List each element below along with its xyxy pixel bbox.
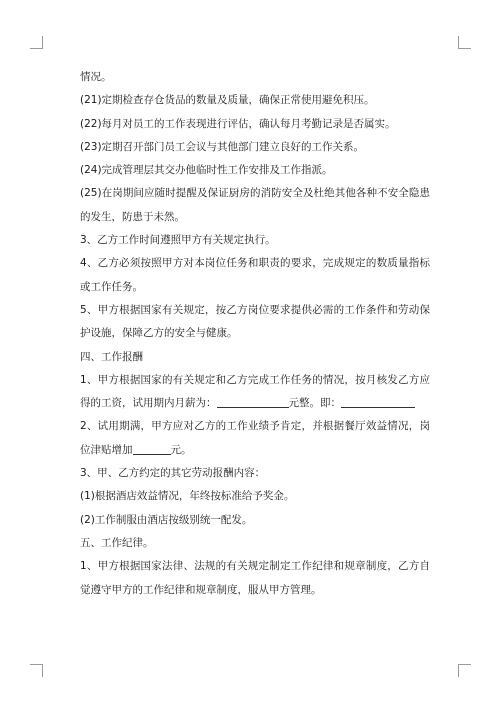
item-22: (22)每月对员工的工作表现进行评估，确认每月考勤记录是否属实。 [80, 117, 396, 130]
item-21: (21)定期检查存仓货品的数量及质量，确保正常使用避免积压。 [80, 94, 375, 107]
salary-words-blank [341, 395, 415, 408]
crop-mark-bottom-left [30, 664, 43, 677]
paragraph-continuation: 情况。 [80, 71, 112, 83]
document-body [80, 66, 430, 602]
compensation-item-1: (1)根据酒店效益情况，年终按标准给予奖金。 [80, 490, 295, 503]
item-25: (25)在岗期间应随时提醒及保证厨房的消防安全及杜绝其他各种不安全隐患的发生，防患于未然。 [80, 187, 430, 223]
section-heading-discipline: 五、工作纪律。 [80, 536, 154, 549]
compensation-item-2: (2)工作制服由酒店按级别统一配发。 [80, 513, 253, 526]
item-24: (24)完成管理层其交办他临时性工作安排及工作指派。 [80, 164, 333, 177]
compensation-clause-2-suffix: 元。 [170, 443, 192, 456]
discipline-clause-1: 1、甲方根据国家法律、法规的有关规定制定工作纪律和规章制度，乙方自觉遵守甲方的工作纪律和规章制度，服从甲方管理。 [80, 560, 430, 596]
section-heading-compensation: 四、工作报酬 [80, 350, 143, 363]
salary-blank [217, 395, 289, 408]
clause-3-working-hours: 3、乙方工作时间遵照甲方有关规定执行。 [80, 234, 276, 247]
compensation-clause-1-suffix: 元整。即： [288, 397, 341, 410]
compensation-clause-1 [80, 369, 430, 416]
crop-mark-bottom-right [458, 664, 471, 677]
crop-mark-top-right [458, 36, 471, 49]
compensation-clause-2-text: 2、试用期满，甲方应对乙方的工作业绩予肯定，并根据餐厅效益情况，岗位津贴增加 [80, 420, 430, 456]
crop-mark-top-left [30, 36, 43, 49]
clause-5-conditions: 5、甲方根据国家有关规定，按乙方岗位要求提供必需的工作条件和劳动保护设施，保障乙方的安全与健康。 [80, 303, 430, 340]
compensation-clause-1-text: 1、甲方根据国家的有关规定和乙方完成工作任务的情况，按月核发乙方应得的工资，试用期内月薪为： [80, 373, 430, 410]
allowance-blank [133, 442, 171, 455]
clause-4-duties: 4、乙方必须按照甲方对本岗位任务和职责的要求，完成规定的数质量指标或工作任务。 [80, 257, 430, 293]
compensation-clause-2 [80, 415, 430, 462]
item-23: (23)定期召开部门员工会议与其他部门建立良好的工作关系。 [80, 140, 365, 153]
compensation-clause-3: 3、甲、乙方约定的其它劳动报酬内容： [80, 467, 266, 480]
